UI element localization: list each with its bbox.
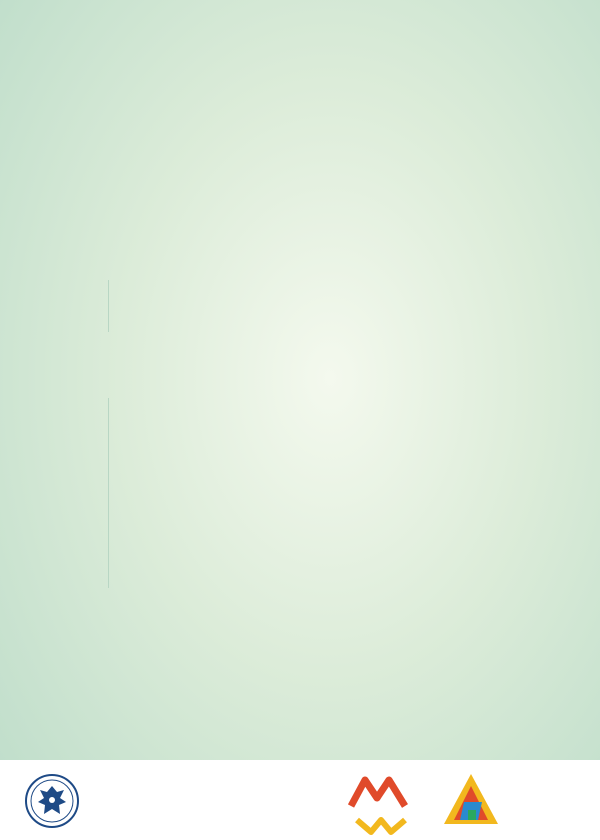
university-crest-icon	[24, 772, 80, 830]
section2-rule	[108, 398, 109, 588]
section1-rule	[108, 280, 109, 332]
matematyka-wroc-logo-icon	[345, 770, 417, 836]
fmw-logo-icon	[442, 772, 500, 828]
footer-logos	[0, 760, 600, 840]
